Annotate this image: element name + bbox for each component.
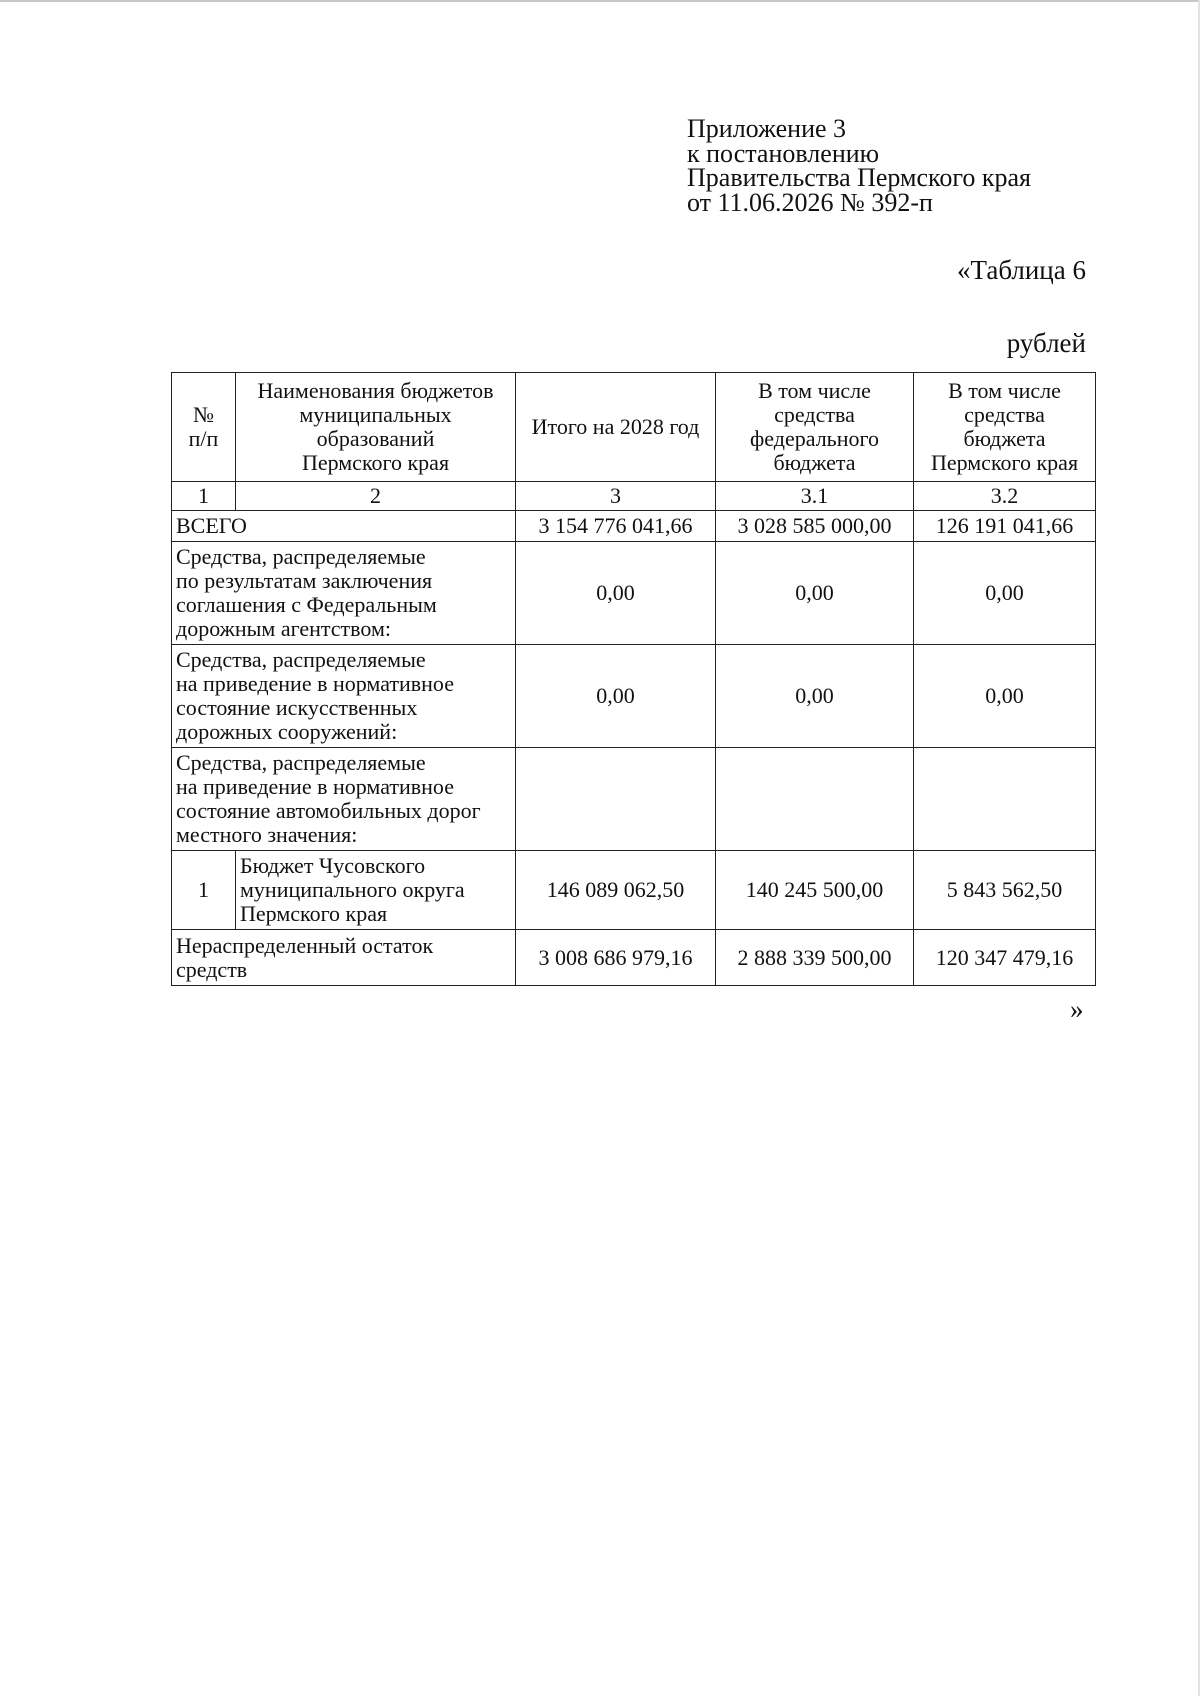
row-label	[172, 748, 516, 851]
remainder-label-line: средств	[176, 956, 248, 982]
remainder-federal: 2 888 339 500,00	[716, 930, 914, 986]
row-label-line: состояние автомобильных дорог	[176, 798, 481, 823]
appendix-title: Приложение 3	[687, 114, 847, 143]
table-header-row	[172, 373, 1096, 482]
row-label-line: дорожных сооружений:	[176, 719, 398, 744]
total-row	[172, 511, 1096, 542]
row-label-line: дорожным агентством:	[176, 616, 391, 641]
appendix-issuer: Правительства Пермского края	[687, 163, 1031, 192]
header-number-cell	[172, 373, 236, 482]
header-name-cell	[236, 373, 516, 482]
header-text-line: В том числе	[948, 378, 1061, 403]
header-text-line: №	[193, 402, 214, 427]
header-text-line: Наименования бюджетов	[257, 378, 494, 403]
units-label: рублей	[1006, 328, 1086, 358]
row-label-line: соглашения с Федеральным	[176, 592, 437, 617]
appendix-date-number: от 11.06.2026 № 392-п	[687, 187, 933, 217]
remainder-label-line: Нераспределенный остаток	[176, 932, 434, 958]
row-regional: 0,00	[914, 645, 1096, 748]
header-text-line: образований	[316, 426, 435, 451]
row-regional: 0,00	[914, 542, 1096, 645]
row-label-line: Средства, распределяемые	[176, 647, 426, 672]
row-label-line: по результатам заключения	[176, 568, 433, 593]
table-row	[172, 645, 1096, 748]
row-federal	[716, 748, 914, 851]
header-regional-cell	[914, 373, 1096, 482]
item-name-line: муниципального округа	[240, 877, 465, 902]
item-name	[236, 851, 516, 930]
column-index-row	[172, 482, 1096, 511]
row-label-line: местного значения:	[176, 822, 358, 847]
row-total: 0,00	[516, 542, 716, 645]
row-federal: 0,00	[716, 542, 914, 645]
row-label	[172, 645, 516, 748]
item-federal: 140 245 500,00	[716, 851, 914, 930]
total-row-regional: 126 191 041,66	[914, 511, 1096, 542]
row-regional	[914, 748, 1096, 851]
column-index-cell: 3.1	[716, 482, 914, 511]
header-text-line: федерального	[750, 426, 879, 451]
total-row-label: ВСЕГО	[172, 511, 516, 542]
row-label-line: Средства, распределяемые	[176, 750, 426, 775]
item-row	[172, 851, 1096, 930]
row-label-line: состояние искусственных	[176, 695, 418, 720]
table-caption: «Таблица 6	[957, 255, 1086, 285]
remainder-total: 3 008 686 979,16	[516, 930, 716, 986]
remainder-row	[172, 930, 1096, 986]
remainder-label	[172, 930, 516, 986]
budget-table	[171, 372, 1096, 986]
item-name-line: Бюджет Чусовского	[240, 853, 426, 878]
header-total-cell: Итого на 2028 год	[516, 373, 716, 482]
row-total	[516, 748, 716, 851]
total-row-federal: 3 028 585 000,00	[716, 511, 914, 542]
header-text-line: Пермского края	[301, 450, 450, 475]
row-label-line: на приведение в нормативное	[176, 774, 454, 799]
item-name-line: Пермского края	[240, 901, 388, 926]
header-text-line: средства	[964, 402, 1045, 427]
row-label-line: Средства, распределяемые	[176, 544, 426, 569]
total-row-total: 3 154 776 041,66	[516, 511, 716, 542]
table-row	[172, 542, 1096, 645]
column-index-cell: 3	[516, 482, 716, 511]
header-text-line: муниципальных	[299, 402, 452, 427]
column-index-cell: 2	[236, 482, 516, 511]
header-text-line: бюджета	[963, 426, 1046, 451]
table-row	[172, 748, 1096, 851]
header-federal-cell	[716, 373, 914, 482]
column-index-cell: 1	[172, 482, 236, 511]
appendix-subtitle: к постановлению	[687, 138, 880, 168]
header-text-line: средства	[774, 402, 855, 427]
column-index-cell: 3.2	[914, 482, 1096, 511]
item-regional: 5 843 562,50	[914, 851, 1096, 930]
row-label	[172, 542, 516, 645]
header-text-line: Пермского края	[930, 450, 1079, 475]
page-edge	[0, 0, 1200, 2]
row-label-line: на приведение в нормативное	[176, 671, 454, 696]
row-total: 0,00	[516, 645, 716, 748]
header-text-line: п/п	[188, 426, 219, 451]
item-number: 1	[172, 851, 236, 930]
header-text-line: бюджета	[773, 450, 856, 475]
remainder-regional: 120 347 479,16	[914, 930, 1096, 986]
closing-quote: »	[1070, 994, 1084, 1024]
appendix-header	[687, 114, 1031, 217]
row-federal: 0,00	[716, 645, 914, 748]
header-text-line: В том числе	[758, 378, 871, 403]
item-total: 146 089 062,50	[516, 851, 716, 930]
